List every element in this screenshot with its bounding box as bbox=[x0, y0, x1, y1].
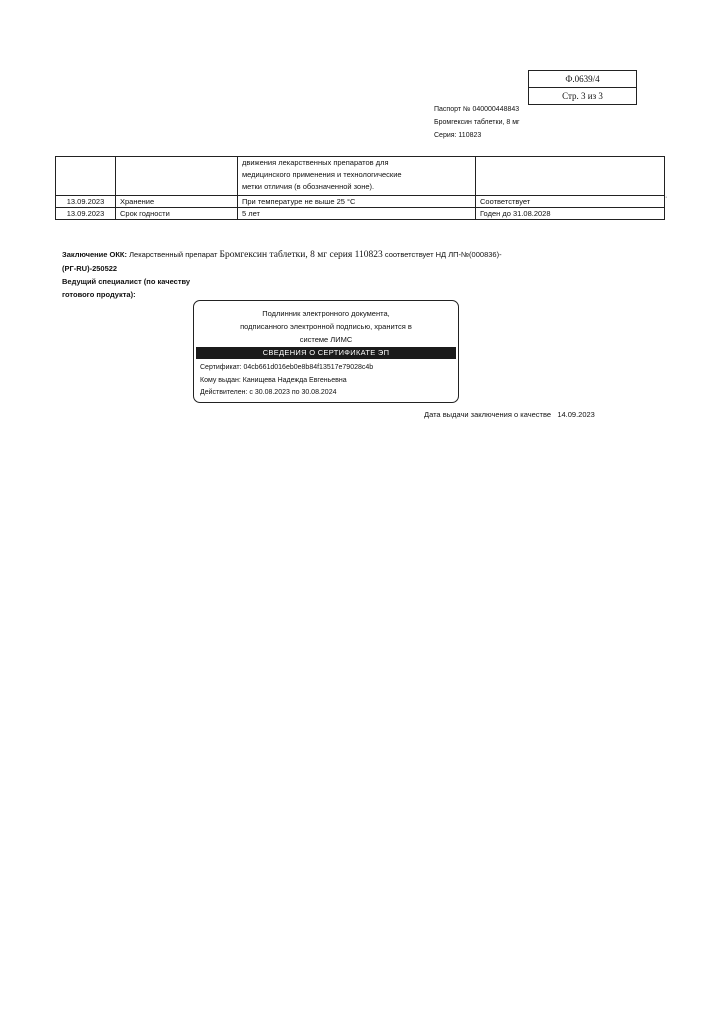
stamp-issued-to: Кому выдан: Канищева Надежда Евгеньевна bbox=[200, 376, 347, 384]
row-name: Срок годности bbox=[116, 208, 238, 220]
scan-mark: · bbox=[665, 194, 668, 201]
row-date: 13.09.2023 bbox=[56, 196, 116, 208]
table-row bbox=[56, 208, 665, 220]
electronic-signature-stamp bbox=[193, 300, 459, 403]
conclusion-nd-cont: (РГ-RU)-250522 bbox=[62, 264, 118, 273]
test-results-table bbox=[55, 156, 668, 220]
table-cell bbox=[56, 157, 116, 196]
stamp-header-line: системе ЛИМС bbox=[299, 335, 353, 344]
row-requirement: 5 лет bbox=[238, 208, 476, 220]
conclusion-product: Бромгексин таблетки, 8 мг серия 110823 bbox=[219, 250, 383, 260]
issue-date-label: Дата выдачи заключения о качестве bbox=[424, 410, 552, 419]
form-number-box bbox=[528, 70, 637, 105]
continued-text-line: движения лекарственных препаратов для bbox=[242, 158, 389, 167]
passport-number: Паспорт № 040000448843 bbox=[434, 106, 520, 113]
row-name: Хранение bbox=[116, 196, 238, 208]
stamp-valid: Действителен: с 30.08.2023 по 30.08.2024 bbox=[200, 389, 337, 396]
conclusion-suffix: соответствует НД ЛП-№(000836)- bbox=[384, 250, 502, 259]
issue-date bbox=[424, 410, 595, 419]
stamp-details bbox=[194, 359, 458, 400]
stamp-header bbox=[194, 301, 458, 347]
stamp-certificate-bar: СВЕДЕНИЯ О СЕРТИФИКАТЕ ЭП bbox=[196, 347, 456, 359]
form-number: Ф.0639/4 bbox=[565, 74, 600, 84]
specialist-label-2: готового продукта): bbox=[62, 290, 136, 299]
conclusion-block bbox=[62, 248, 552, 301]
passport-product: Бромгексин таблетки, 8 мг bbox=[434, 119, 520, 126]
page-number: Стр. 3 из 3 bbox=[529, 87, 636, 104]
continued-text-line: медицинского применения и технологические bbox=[242, 170, 402, 179]
table-row bbox=[56, 196, 665, 208]
table-cell-continued-requirement bbox=[238, 157, 476, 196]
passport-info bbox=[434, 103, 520, 142]
table-cell bbox=[116, 157, 238, 196]
row-date: 13.09.2023 bbox=[56, 208, 116, 220]
row-result: Годен до 31.08.2028 bbox=[476, 208, 665, 220]
conclusion-prefix: Лекарственный препарат bbox=[129, 250, 218, 259]
row-result: Соответствует bbox=[476, 196, 665, 208]
conclusion-label: Заключение ОКК: bbox=[62, 250, 128, 259]
stamp-header-line: Подлинник электронного документа, bbox=[262, 309, 390, 318]
table-row bbox=[56, 157, 665, 196]
passport-series: Серия: 110823 bbox=[434, 132, 482, 139]
row-requirement: При температуре не выше 25 °С bbox=[238, 196, 476, 208]
specialist-label-1: Ведущий специалист (по качеству bbox=[62, 277, 191, 286]
conclusion-line bbox=[62, 248, 552, 262]
issue-date-value: 14.09.2023 bbox=[557, 410, 595, 419]
continued-text-line: метки отличия (в обозначенной зоне). bbox=[242, 182, 375, 191]
table-cell bbox=[476, 157, 665, 196]
stamp-header-line: подписанного электронной подписью, хранится в bbox=[240, 322, 412, 331]
stamp-certificate: Сертификат: 04cb661d016eb0e8b84f13517e79028c4b bbox=[200, 364, 374, 371]
